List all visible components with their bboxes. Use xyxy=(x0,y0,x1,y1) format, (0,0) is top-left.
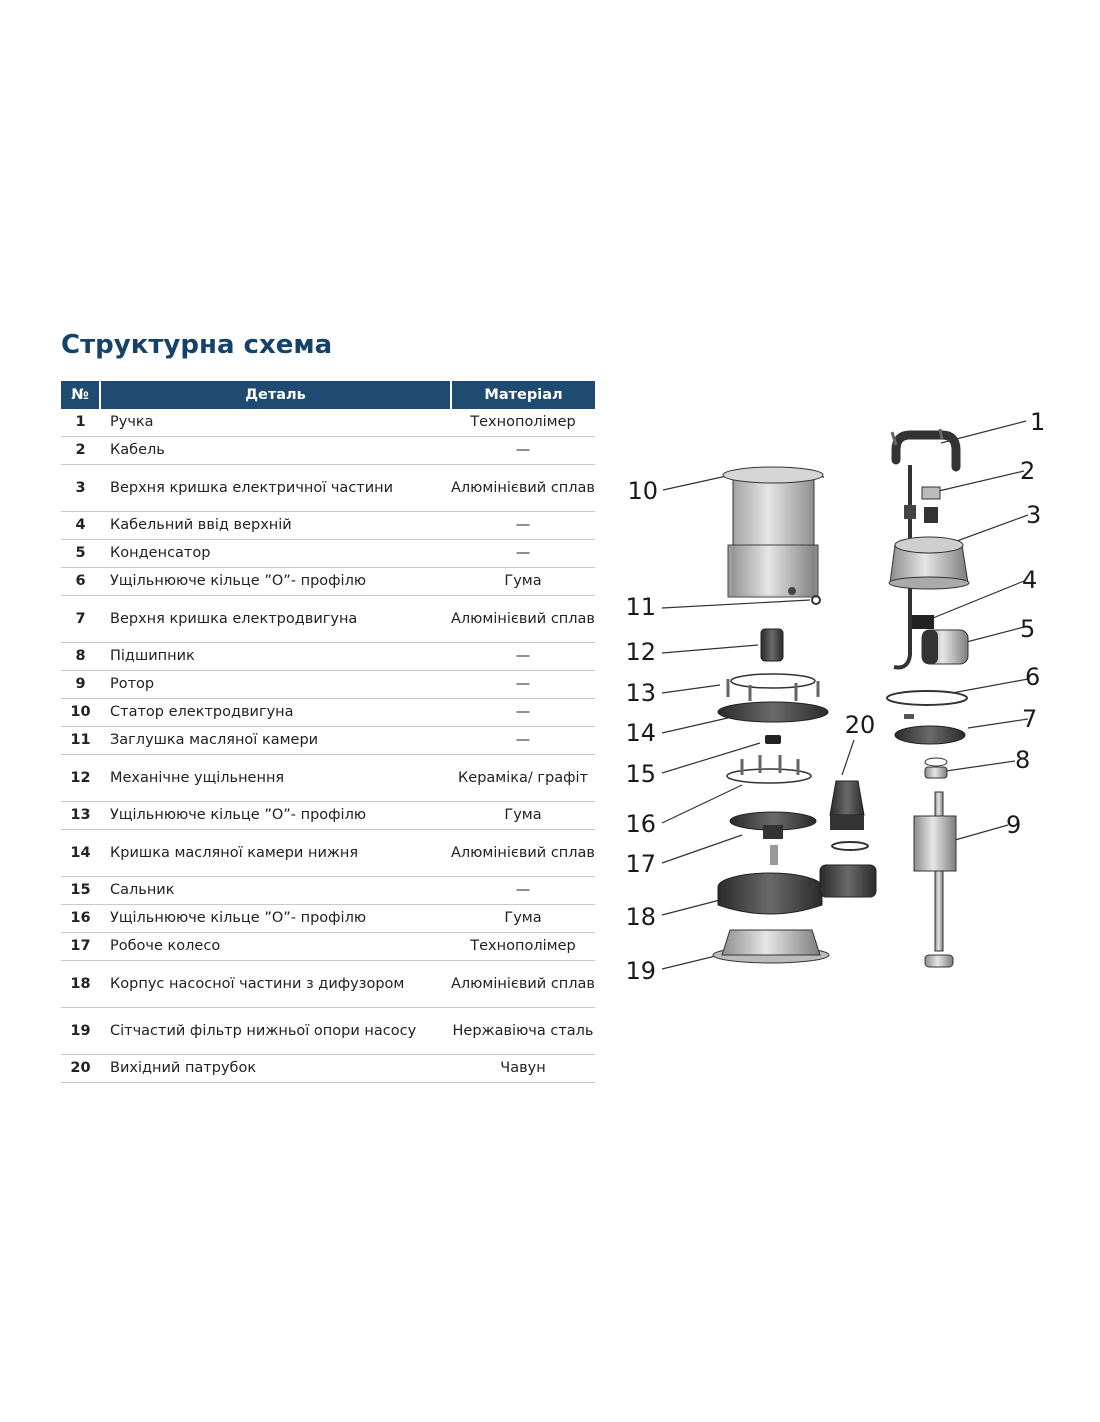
row-material: — xyxy=(451,699,595,727)
row-number: 10 xyxy=(61,699,100,727)
callout-3: 3 xyxy=(1026,501,1042,529)
exploded-pump-diagram xyxy=(610,395,1090,995)
bearing-part xyxy=(925,758,947,778)
handle-part xyxy=(892,429,956,467)
callout-19: 19 xyxy=(625,957,656,985)
row-material: — xyxy=(451,643,595,671)
row-material: Алюмінієвий сплав xyxy=(451,961,595,1008)
row-part: Верхня кришка електродвигуна xyxy=(100,596,451,643)
row-material: Чавун xyxy=(451,1055,595,1083)
row-number: 18 xyxy=(61,961,100,1008)
row-part: Кришка масляної камери нижня xyxy=(100,830,451,877)
row-part: Ущільнююче кільце ”О”- профілю xyxy=(100,802,451,830)
row-number: 11 xyxy=(61,727,100,755)
row-part: Механічне ущільнення xyxy=(100,755,451,802)
row-part: Ротор xyxy=(100,671,451,699)
filter-part xyxy=(713,930,829,963)
row-number: 1 xyxy=(61,409,100,437)
row-material: — xyxy=(451,512,595,540)
callout-1: 1 xyxy=(1030,408,1046,436)
row-number: 19 xyxy=(61,1008,100,1055)
callout-4: 4 xyxy=(1022,566,1038,594)
row-part: Робоче колесо xyxy=(100,933,451,961)
row-material: Алюмінієвий сплав xyxy=(451,830,595,877)
row-number: 6 xyxy=(61,568,100,596)
table-row xyxy=(61,568,595,596)
row-part: Кабельний ввід верхній xyxy=(100,512,451,540)
row-material: — xyxy=(451,437,595,465)
row-part: Верхня кришка електричної частини xyxy=(100,465,451,512)
row-number: 14 xyxy=(61,830,100,877)
row-number: 15 xyxy=(61,877,100,905)
impeller-part xyxy=(730,812,816,865)
parts-table xyxy=(61,381,595,1083)
callout-20: 20 xyxy=(844,711,876,739)
row-material: — xyxy=(451,671,595,699)
row-material: Гума xyxy=(451,905,595,933)
row-material: Алюмінієвий сплав xyxy=(451,596,595,643)
callout-17: 17 xyxy=(625,850,656,878)
callout-labels xyxy=(625,408,1045,985)
table-row xyxy=(61,699,595,727)
table-row xyxy=(61,540,595,568)
callout-14: 14 xyxy=(625,719,656,747)
row-material: — xyxy=(451,727,595,755)
callout-16: 16 xyxy=(625,810,656,838)
row-number: 4 xyxy=(61,512,100,540)
o-ring-13-part xyxy=(728,674,818,701)
row-material: Нержавіюча сталь xyxy=(451,1008,595,1055)
gland-part xyxy=(765,735,781,744)
row-material: Технополімер xyxy=(451,933,595,961)
table-row xyxy=(61,1055,595,1083)
callout-18: 18 xyxy=(625,903,656,931)
row-material: Гума xyxy=(451,568,595,596)
row-number: 2 xyxy=(61,437,100,465)
row-material: Кераміка/ графіт xyxy=(451,755,595,802)
table-row xyxy=(61,512,595,540)
row-part: Заглушка масляної камери xyxy=(100,727,451,755)
table-row xyxy=(61,437,595,465)
outlet-nozzle-part xyxy=(830,781,868,850)
header-number: № xyxy=(61,381,100,409)
row-part: Вихідний патрубок xyxy=(100,1055,451,1083)
cable-entry-part xyxy=(912,615,934,629)
callout-8: 8 xyxy=(1015,746,1031,774)
row-number: 5 xyxy=(61,540,100,568)
row-material: Алюмінієвий сплав xyxy=(451,465,595,512)
table-header-row xyxy=(61,381,595,409)
table-row xyxy=(61,643,595,671)
callout-10: 10 xyxy=(627,477,658,505)
callout-5: 5 xyxy=(1020,615,1036,643)
row-part: Кабель xyxy=(100,437,451,465)
table-row xyxy=(61,465,595,512)
row-part: Ущільнююче кільце ”О”- профілю xyxy=(100,568,451,596)
row-material: — xyxy=(451,877,595,905)
mechanical-seal-part xyxy=(761,629,783,661)
callout-7: 7 xyxy=(1022,705,1038,733)
row-part: Підшипник xyxy=(100,643,451,671)
table-row xyxy=(61,905,595,933)
row-part: Сітчастий фільтр нижньої опори насосу xyxy=(100,1008,451,1055)
table-row xyxy=(61,830,595,877)
oil-chamber-cover-part xyxy=(718,702,828,722)
row-material: — xyxy=(451,540,595,568)
table-row xyxy=(61,877,595,905)
table-row xyxy=(61,596,595,643)
row-material: Технополімер xyxy=(451,409,595,437)
row-number: 3 xyxy=(61,465,100,512)
stator-housing-part xyxy=(722,467,824,597)
rotor-part xyxy=(914,792,956,967)
callout-6: 6 xyxy=(1025,663,1041,691)
callout-2: 2 xyxy=(1020,457,1036,485)
row-part: Конденсатор xyxy=(100,540,451,568)
callout-15: 15 xyxy=(625,760,656,788)
header-material: Матеріал xyxy=(451,381,595,409)
row-number: 16 xyxy=(61,905,100,933)
callout-11: 11 xyxy=(625,593,656,621)
row-number: 20 xyxy=(61,1055,100,1083)
row-part: Сальник xyxy=(100,877,451,905)
row-part: Корпус насосної частини з дифузором xyxy=(100,961,451,1008)
table-row xyxy=(61,727,595,755)
callout-12: 12 xyxy=(625,638,656,666)
row-number: 7 xyxy=(61,596,100,643)
pump-body-part xyxy=(718,865,876,914)
row-part: Ущільнююче кільце ”О”- профілю xyxy=(100,905,451,933)
table-row xyxy=(61,802,595,830)
table-row xyxy=(61,933,595,961)
header-part: Деталь xyxy=(100,381,451,409)
callout-13: 13 xyxy=(625,679,656,707)
table-row xyxy=(61,1008,595,1055)
row-number: 12 xyxy=(61,755,100,802)
table-row xyxy=(61,755,595,802)
capacitor-part xyxy=(922,630,968,664)
row-number: 8 xyxy=(61,643,100,671)
callout-9: 9 xyxy=(1006,811,1022,839)
upper-cover-part xyxy=(889,537,969,589)
table-row xyxy=(61,671,595,699)
table-row xyxy=(61,409,595,437)
motor-cover-part xyxy=(895,714,965,744)
table-row xyxy=(61,961,595,1008)
row-number: 9 xyxy=(61,671,100,699)
row-part: Ручка xyxy=(100,409,451,437)
row-part: Статор електродвигуна xyxy=(100,699,451,727)
o-ring-part xyxy=(887,691,967,705)
page-title: Структурна схема xyxy=(61,330,333,360)
row-number: 13 xyxy=(61,802,100,830)
row-number: 17 xyxy=(61,933,100,961)
o-ring-16-part xyxy=(727,755,811,783)
row-material: Гума xyxy=(451,802,595,830)
